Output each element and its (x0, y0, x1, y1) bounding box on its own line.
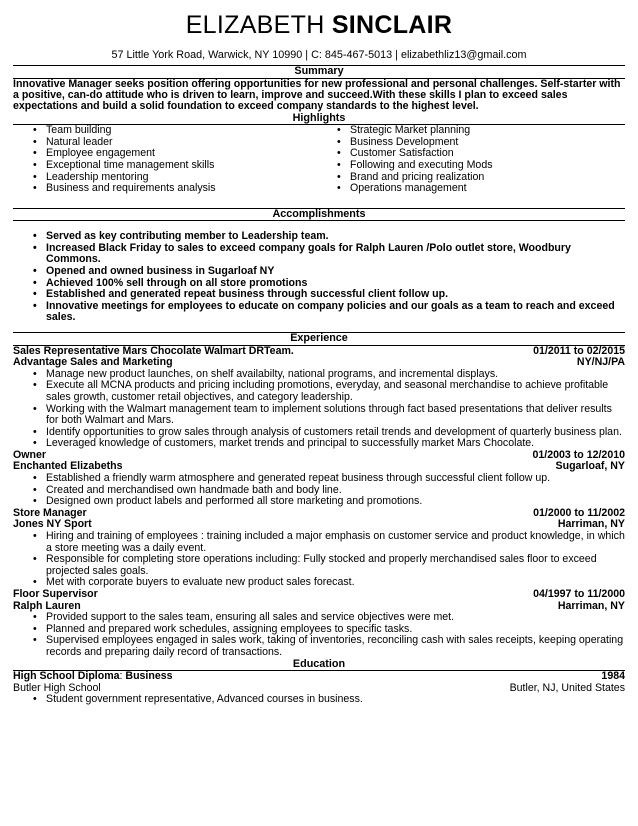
job-title: Owner (13, 448, 46, 461)
accomplishments-heading: Accomplishments (13, 209, 625, 222)
job-entry (13, 508, 625, 589)
job-title: Store Manager (13, 506, 87, 519)
summary-text: Innovative Manager seeks position offering opportunities for new professional and personal challenges. Self-starter with a positive, can-do attitude who is driven to learn, improve and succeed.With these skills I plan to exceed sales expectations and build a solid foundation to exceed company standards to the highest level. (13, 77, 621, 113)
job-bullets (13, 531, 625, 589)
education-field: Business (125, 670, 173, 683)
list-item: • Responsible for completing store operations including: Fully stocked and properly merchandised sales floor to exceed projected sales goals. (33, 554, 625, 577)
list-item: • Execute all MCNA products and pricing including promotions, everyday, and seasonal merchandise to achieve profitable sales growth, customer retail objectives, and category leadership. (33, 380, 625, 403)
job-company: Ralph Lauren (13, 599, 81, 612)
job-company: Advantage Sales and Marketing (13, 356, 173, 369)
list-item: • Leadership mentoring (33, 172, 329, 184)
list-item: • Innovative meetings for employees to educate on company policies and our goals as a team to reach and exceed sales. (33, 301, 625, 324)
highlights-heading: Highlights (13, 113, 625, 126)
job-dates: 04/1997 to 11/2000 (533, 588, 625, 600)
education-bullets (13, 694, 625, 706)
list-item: • Achieved 100% sell through on all store promotions (33, 278, 625, 290)
list-item: • Employee engagement (33, 148, 329, 160)
list-item: • Exceptional time management skills (33, 160, 329, 172)
job-dates: 01/2003 to 12/2010 (532, 448, 625, 461)
job-bullets (13, 612, 625, 658)
list-item: • Business and requirements analysis (33, 183, 329, 195)
job-dates: 01/2000 to 11/2002 (533, 506, 625, 519)
first-name: ELIZABETH (185, 11, 325, 39)
list-item: • Identify opportunities to grow sales through analysis of customers retail trends and development of quarterly business plan. (33, 427, 625, 439)
summary-heading: Summary (13, 66, 625, 79)
education-heading: Education (13, 659, 625, 672)
accomplishments-list (13, 221, 625, 324)
candidate-name (13, 0, 625, 40)
list-item: • Provided support to the sales team, ensuring all sales and service objectives were met. (33, 612, 625, 624)
job-location: Harriman, NY (557, 599, 625, 612)
job-title-row (13, 508, 625, 520)
education-location: Butler, NJ, United States (509, 681, 625, 694)
job-company-row (13, 357, 625, 369)
job-location: Sugarloaf, NY (555, 460, 625, 473)
list-item: • Opened and owned business in Sugarloaf NY (33, 266, 625, 278)
job-entry (13, 589, 625, 659)
list-item: • Served as key contributing member to Leadership team. (33, 231, 625, 243)
list-item: • Strategic Market planning (337, 125, 625, 137)
job-company: Jones NY Sport (13, 518, 92, 531)
list-item: • Following and executing Mods (337, 160, 625, 172)
list-item: • Established a friendly warm atmosphere and generated repeat business through successful client follow up. (33, 473, 625, 485)
last-name: SINCLAIR (331, 11, 453, 39)
list-item: • Designed own product labels and performed all store marketing and promotions. (33, 496, 625, 508)
list-item: • Manage new product launches, on shelf availabilty, national programs, and incremental displays. (33, 369, 625, 381)
list-item: • Increased Black Friday to sales to exceed company goals for Ralph Lauren /Polo outlet store, Woodbury Commons. (33, 243, 625, 266)
job-entry (13, 346, 625, 450)
job-entry (13, 450, 625, 508)
list-item: • Student government representative, Advanced courses in business. (33, 694, 625, 706)
list-item: • Team building (33, 125, 329, 137)
list-item: • Created and merchandised own handmade bath and body line. (33, 485, 625, 497)
list-item: • Operations management (337, 183, 625, 195)
list-item: • Supervised employees engaged in sales work, taking of inventories, reconciling cash with sales receipts, keeping operating records and preparing daily record of transactions. (33, 635, 625, 658)
section-divider (13, 195, 625, 209)
contact-line: 57 Little York Road, Warwick, NY 10990 | C: 845-467-5013 | elizabethliz13@gmail.com (13, 49, 625, 66)
list-item: • Met with corporate buyers to evaluate new product sales forecast. (33, 577, 625, 589)
job-company: Enchanted Elizabeths (13, 460, 123, 473)
list-item: • Planned and prepared work schedules, assigning employees to specific tasks. (33, 624, 625, 636)
list-item: • Working with the Walmart management team to implement solutions through fact based presentations that deliver results for both Walmart and Mars. (33, 404, 625, 427)
experience-heading: Experience (13, 333, 625, 346)
job-dates: 01/2011 to 02/2015 (533, 344, 625, 357)
highlights-right-column (329, 125, 625, 195)
education-school: Butler High School (13, 681, 101, 694)
job-title-row (13, 589, 625, 601)
job-location: Harriman, NY (557, 518, 625, 531)
highlights-left-column (33, 125, 329, 195)
list-item: • Hiring and training of employees : training included a major emphasis on customer service and product knowledge, in which a store meeting was a daily event. (33, 531, 625, 554)
job-title: Floor Supervisor (13, 588, 98, 600)
list-item: • Natural leader (33, 137, 329, 149)
education-year: 1984 (601, 670, 625, 683)
highlights-list (13, 125, 625, 195)
list-item: • Customer Satisfaction (337, 148, 625, 160)
list-item: • Brand and pricing realization (337, 172, 625, 184)
job-location: NY/NJ/PA (576, 356, 625, 369)
list-item: • Leveraged knowledge of customers, market trends and principal to successfully market Mars Chocolate. (33, 438, 625, 450)
list-item: • Established and generated repeat business through successful client follow up. (33, 289, 625, 301)
education-degree: High School Diploma (13, 670, 120, 683)
list-item: • Business Development (337, 137, 625, 149)
education-degree-row (13, 671, 625, 683)
job-title: Sales Representative Mars Chocolate Walmart DRTeam. (13, 344, 294, 357)
job-bullets (13, 369, 625, 450)
job-bullets (13, 473, 625, 508)
degree-separator: : (119, 670, 126, 683)
education-degree-line (13, 671, 173, 683)
